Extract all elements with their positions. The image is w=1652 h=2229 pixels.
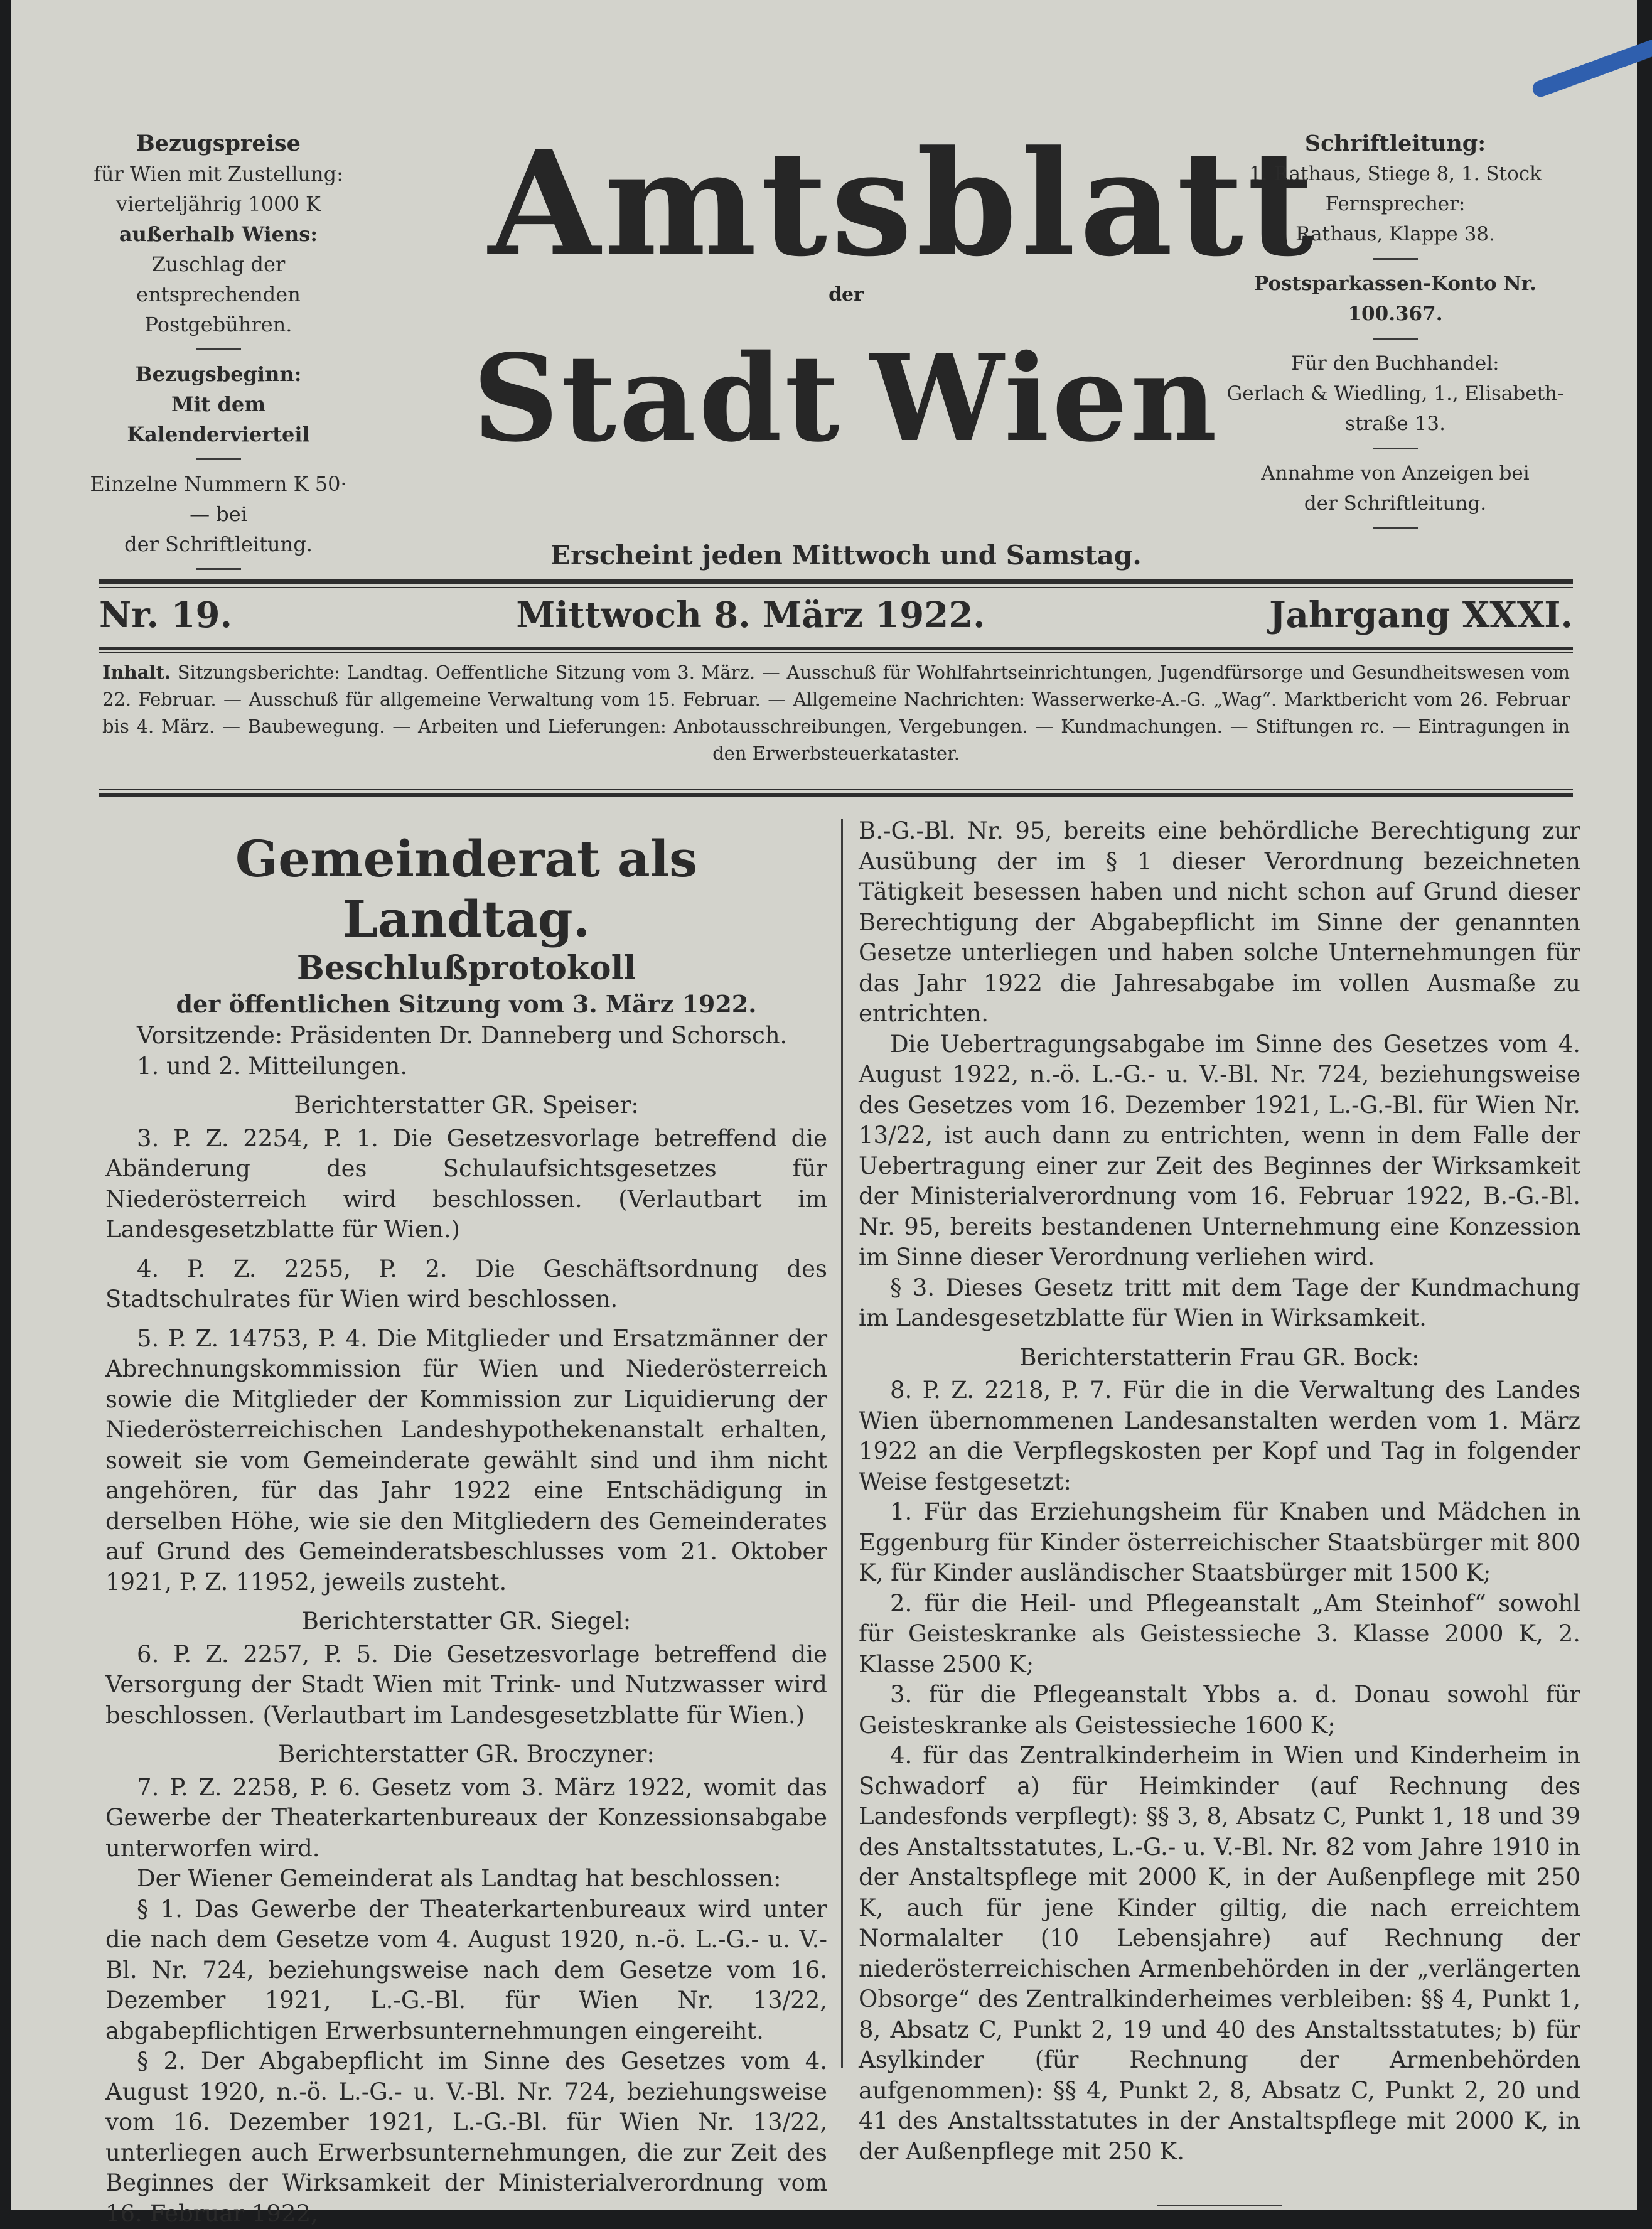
article-subheading: Beschlußprotokoll — [296, 949, 636, 987]
subscription-heading: Bezugspreise — [136, 131, 301, 156]
newspaper-page — [11, 0, 1637, 2227]
reporter-line: Berichterstatterin Frau GR. Bock: — [1019, 1343, 1420, 1371]
pen-mark — [1530, 36, 1652, 99]
article-column-right — [859, 816, 1580, 2206]
subscription-line: Mit dem Kalendervierteil — [127, 392, 310, 446]
divider — [1373, 527, 1418, 529]
title-der: der — [829, 284, 864, 306]
list-item: 4. für das Zentralkinderheim in Wien und Kinderheim in Schwadorf a) für Heimkinder (auf Rechnung des Landesfonds verpflegt): §§ 3, 8, Absatz C, Punkt 1, 18 und 39 des Anstaltsstatutes, L.-G.- u. V.-Bl. Nr. 82 vom Jahre 1910 in der Anstaltspflege mit 2000 K, in der Außenpflege mit 250 K, auch für jene Kinder giltig, die nach erreichtem Normalalter (10 Lebensjahre) auf Rechnung der niederösterreichischen Armenbehörden in der „verlängerten Obsorge“ des Zentralkinderheimes verbleiben: §§ 4, Punkt 1, 8, Absatz C, Punkt 2, 19 und 40 des Anstaltsstatutes; b) für Asylkinder (für Rechnung der Armenbehörden aufgenommen): §§ 4, Punkt 2, 8, Absatz C, Punkt 2, 20 und 41 des Anstaltsstatutes in der Anstaltspflege mit 2000 K, in der Außenpflege mit 250 K. — [859, 1742, 1580, 2165]
issue-date: Mittwoch 8. März 1922. — [516, 594, 985, 636]
reporter-line: Berichterstatter GR. Broczyner: — [278, 1741, 655, 1768]
paragraph: 5. P. Z. 14753, P. 4. Die Mitglieder und Ersatzmänner der Abrechnungskommission für Wien und Niederösterreich sowie die Mitglieder der Kommission zur Liquidierung der Niederösterreichischen Landeshypothekenanstalt erhalten, soweit sie vom Gemeinderate gewählt sind und ihm nicht angehören, für das Jahr 1922 eine Entschädigung in derselben Höhe, wie sie den Mitgliedern des Gemeinderates auf Grund des Gemeinderatsbeschlusses vom 21. Oktober 1921, P. Z. 11952, jeweils zusteht. — [105, 1324, 827, 1596]
table-of-contents — [102, 659, 1570, 767]
issue-number: Nr. 19. — [99, 594, 232, 636]
list-item: 3. für die Pflegeanstalt Ybbs a. d. Donau sowohl für Geisteskranke als Geistessieche 1600 K; — [859, 1681, 1580, 1739]
editorial-line: Rathaus, Klappe 38. — [1295, 223, 1495, 245]
title-stadt: Stadt — [473, 328, 842, 468]
paragraph: Vorsitzende: Präsidenten Dr. Danneberg und Schorsch. — [137, 1022, 788, 1049]
session-title: der öffentlichen Sitzung vom 3. März 1922. — [176, 990, 757, 1018]
end-divider — [1157, 2205, 1282, 2206]
paragraph: B.-G.-Bl. Nr. 95, bereits eine behördliche Berechtigung zur Ausübung der im § 1 dieser Verordnung bezeichneten Tätigkeit besessen haben und nicht schon auf Grund dieser Berechtigung der Abgabepflicht im Sinne der genannten Gesetze unterliegen und haben solche Unternehmungen für das Jahr 1922 die Jahresabgabe im vollen Ausmaße zu entrichten. — [859, 817, 1580, 1027]
editorial-line: Postsparkassen-Konto Nr. 100.367. — [1254, 272, 1537, 325]
publication-schedule: Erscheint jeden Mittwoch und Samstag. — [550, 540, 1142, 571]
editorial-line: Für den Buchhandel: — [1291, 352, 1499, 375]
issue-rule — [99, 647, 1573, 650]
divider — [1373, 448, 1418, 449]
editorial-line: 1. Rathaus, Stiege 8, 1. Stock — [1249, 163, 1542, 185]
paragraph: 6. P. Z. 2257, P. 5. Die Gesetzesvorlage betreffend die Versorgung der Stadt Wien mit Trink- und Nutzwasser wird beschlossen. (Verlautbart im Landesgesetzblatte für Wien.) — [105, 1640, 827, 1729]
paragraph: 4. P. Z. 2255, P. 2. Die Geschäftsordnung des Stadtschulrates für Wien wird beschlossen. — [105, 1255, 827, 1313]
paragraph: 3. P. Z. 2254, P. 1. Die Gesetzesvorlage betreffend die Abänderung des Schulaufsichtsgesetzes für Niederösterreich wird beschlossen. (Verlautbart im Landesgesetzblatte für Wien.) — [105, 1124, 827, 1243]
issue-rule-thin — [99, 652, 1573, 653]
divider — [1373, 338, 1418, 340]
paragraph: Der Wiener Gemeinderat als Landtag hat beschlossen: — [137, 1865, 781, 1892]
reporter-line: Berichterstatter GR. Siegel: — [301, 1608, 631, 1635]
title-wien: Wien — [869, 328, 1220, 468]
contents-rule-thin — [99, 789, 1573, 790]
editorial-heading: Schriftleitung: — [1304, 131, 1486, 156]
list-item: 2. für die Heil- und Pflegeanstalt „Am Steinhof“ sowohl für Geisteskranke als Geistessieche 3. Klasse 2000 K, 2. Klasse 2500 K; — [859, 1589, 1580, 1678]
subscription-line: außerhalb Wiens: — [119, 222, 318, 246]
contents-label: Inhalt. — [102, 662, 171, 683]
issue-line — [99, 590, 1573, 640]
divider — [196, 348, 241, 350]
issue-volume: Jahrgang XXXI. — [1269, 594, 1573, 636]
article-column-left — [105, 816, 827, 2229]
divider — [196, 568, 241, 570]
paragraph: 8. P. Z. 2218, P. 7. Für die in die Verwaltung des Landes Wien übernommenen Landesanstalten werden vom 1. März 1922 an die Verpflegskosten per Kopf und Tag in folgender Weise festgesetzt: — [859, 1377, 1580, 1495]
paragraph: § 1. Das Gewerbe der Theaterkartenbureaux wird unter die nach dem Gesetze vom 4. August 1920, n.-ö. L.-G.- u. V.-Bl. Nr. 724, beziehungsweise nach dem Gesetze vom 16. Dezember 1921, L.-G.-Bl. für Wien Nr. 13/22, abgabepflichtigen Erwerbsunternehmungen eingereiht. — [105, 1895, 827, 2044]
article-heading: Gemeinderat als Landtag. — [235, 829, 698, 948]
subscription-line: Postgebühren. — [144, 313, 292, 336]
subscription-line: der Schriftleitung. — [124, 532, 313, 556]
masthead-title — [473, 119, 1318, 483]
paragraph: Die Uebertragungsabgabe im Sinne des Gesetzes vom 4. August 1922, n.-ö. L.-G.- u. V.-Bl. Nr. 724, beziehungsweise des Gesetzes vom 16. Dezember 1921, L.-G.-Bl. für Wien Nr. 13/22, ist auch dann zu entrichten, wenn in dem Falle der Uebertragung einer zur Zeit des Beginnes der Wirksamkeit der Ministerialverordnung vom 16. Februar 1922, B.-G.-Bl. Nr. 95, bereits bestandenen Unternehmung eine Konzession im Sinne dieser Verordnung verliehen wird. — [859, 1030, 1580, 1270]
editorial-line: der Schriftleitung. — [1304, 492, 1487, 515]
title-amtsblatt: Amtsblatt — [488, 119, 1318, 289]
subscription-info — [80, 129, 357, 579]
paragraph: 1. und 2. Mitteilungen. — [137, 1052, 408, 1080]
subscription-line: Zuschlag der entsprechenden — [136, 252, 301, 306]
top-rule — [99, 579, 1573, 584]
list-item: 1. Für das Erziehungsheim für Knaben und Mädchen in Eggenburg für Kinder österreichischer Staatsbürger mit 800 K, für Kinder ausländischer Staatsbürger mit 1500 K; — [859, 1498, 1580, 1586]
reporter-line: Berichterstatter GR. Speiser: — [294, 1092, 639, 1119]
paragraph: § 2. Der Abgabepflicht im Sinne des Gesetzes vom 4. August 1920, n.-ö. L.-G.- u. V.-Bl. Nr. 724, beziehungsweise vom 16. Dezember 1921, L.-G.-Bl. für Wien Nr. 13/22, unterliegen auch Erwerbsunternehmungen, die zur Zeit des Beginnes der Wirksamkeit der Ministerialverordnung vom 16. Februar 1922, — [105, 2048, 827, 2227]
paragraph: § 3. Dieses Gesetz tritt mit dem Tage der Kundmachung im Landesgesetzblatte für Wien in Wirksamkeit. — [859, 1274, 1580, 1331]
paragraph: 7. P. Z. 2258, P. 6. Gesetz vom 3. März 1922, womit das Gewerbe der Theaterkartenbureaux der Konzessionsabgabe unterworfen wird. — [105, 1773, 827, 1862]
contents-text: Sitzungsberichte: Landtag. Oeffentliche Sitzung vom 3. März. — Ausschuß für Wohlfahrtseinrichtungen, Jugendfürsorge und Gesundheitswesen vom 22. Februar. — Ausschuß für allgemeine Verwaltung vom 15. Februar. — Allgemeine Nachrichten: Wasserwerke-A.-G. „Wag“. Marktbericht vom 26. Februar bis 4. März. — Baubewegung. — Arbeiten und Lieferungen: Anbotausschreibungen, Vergebungen. — Kundmachungen. — Stiftungen rc. — Eintragungen in den Erwerbsteuerkataster. — [102, 662, 1570, 764]
subscription-line: vierteljährig 1000 K — [116, 192, 321, 216]
editorial-info — [1207, 129, 1584, 538]
top-rule-thin — [99, 587, 1573, 588]
divider — [1373, 258, 1418, 260]
subscription-line: für Wien mit Zustellung: — [94, 162, 343, 186]
contents-rule — [99, 793, 1573, 797]
divider — [196, 458, 241, 460]
subscription-line: Bezugsbeginn: — [135, 362, 302, 386]
editorial-line: straße 13. — [1345, 412, 1446, 435]
editorial-line: Annahme von Anzeigen bei — [1261, 462, 1530, 485]
column-divider — [841, 819, 843, 2068]
editorial-line: Gerlach & Wiedling, 1., Elisabeth- — [1226, 382, 1564, 405]
editorial-line: Fernsprecher: — [1325, 193, 1466, 215]
subscription-line: Einzelne Nummern K 50·— bei — [90, 472, 347, 526]
